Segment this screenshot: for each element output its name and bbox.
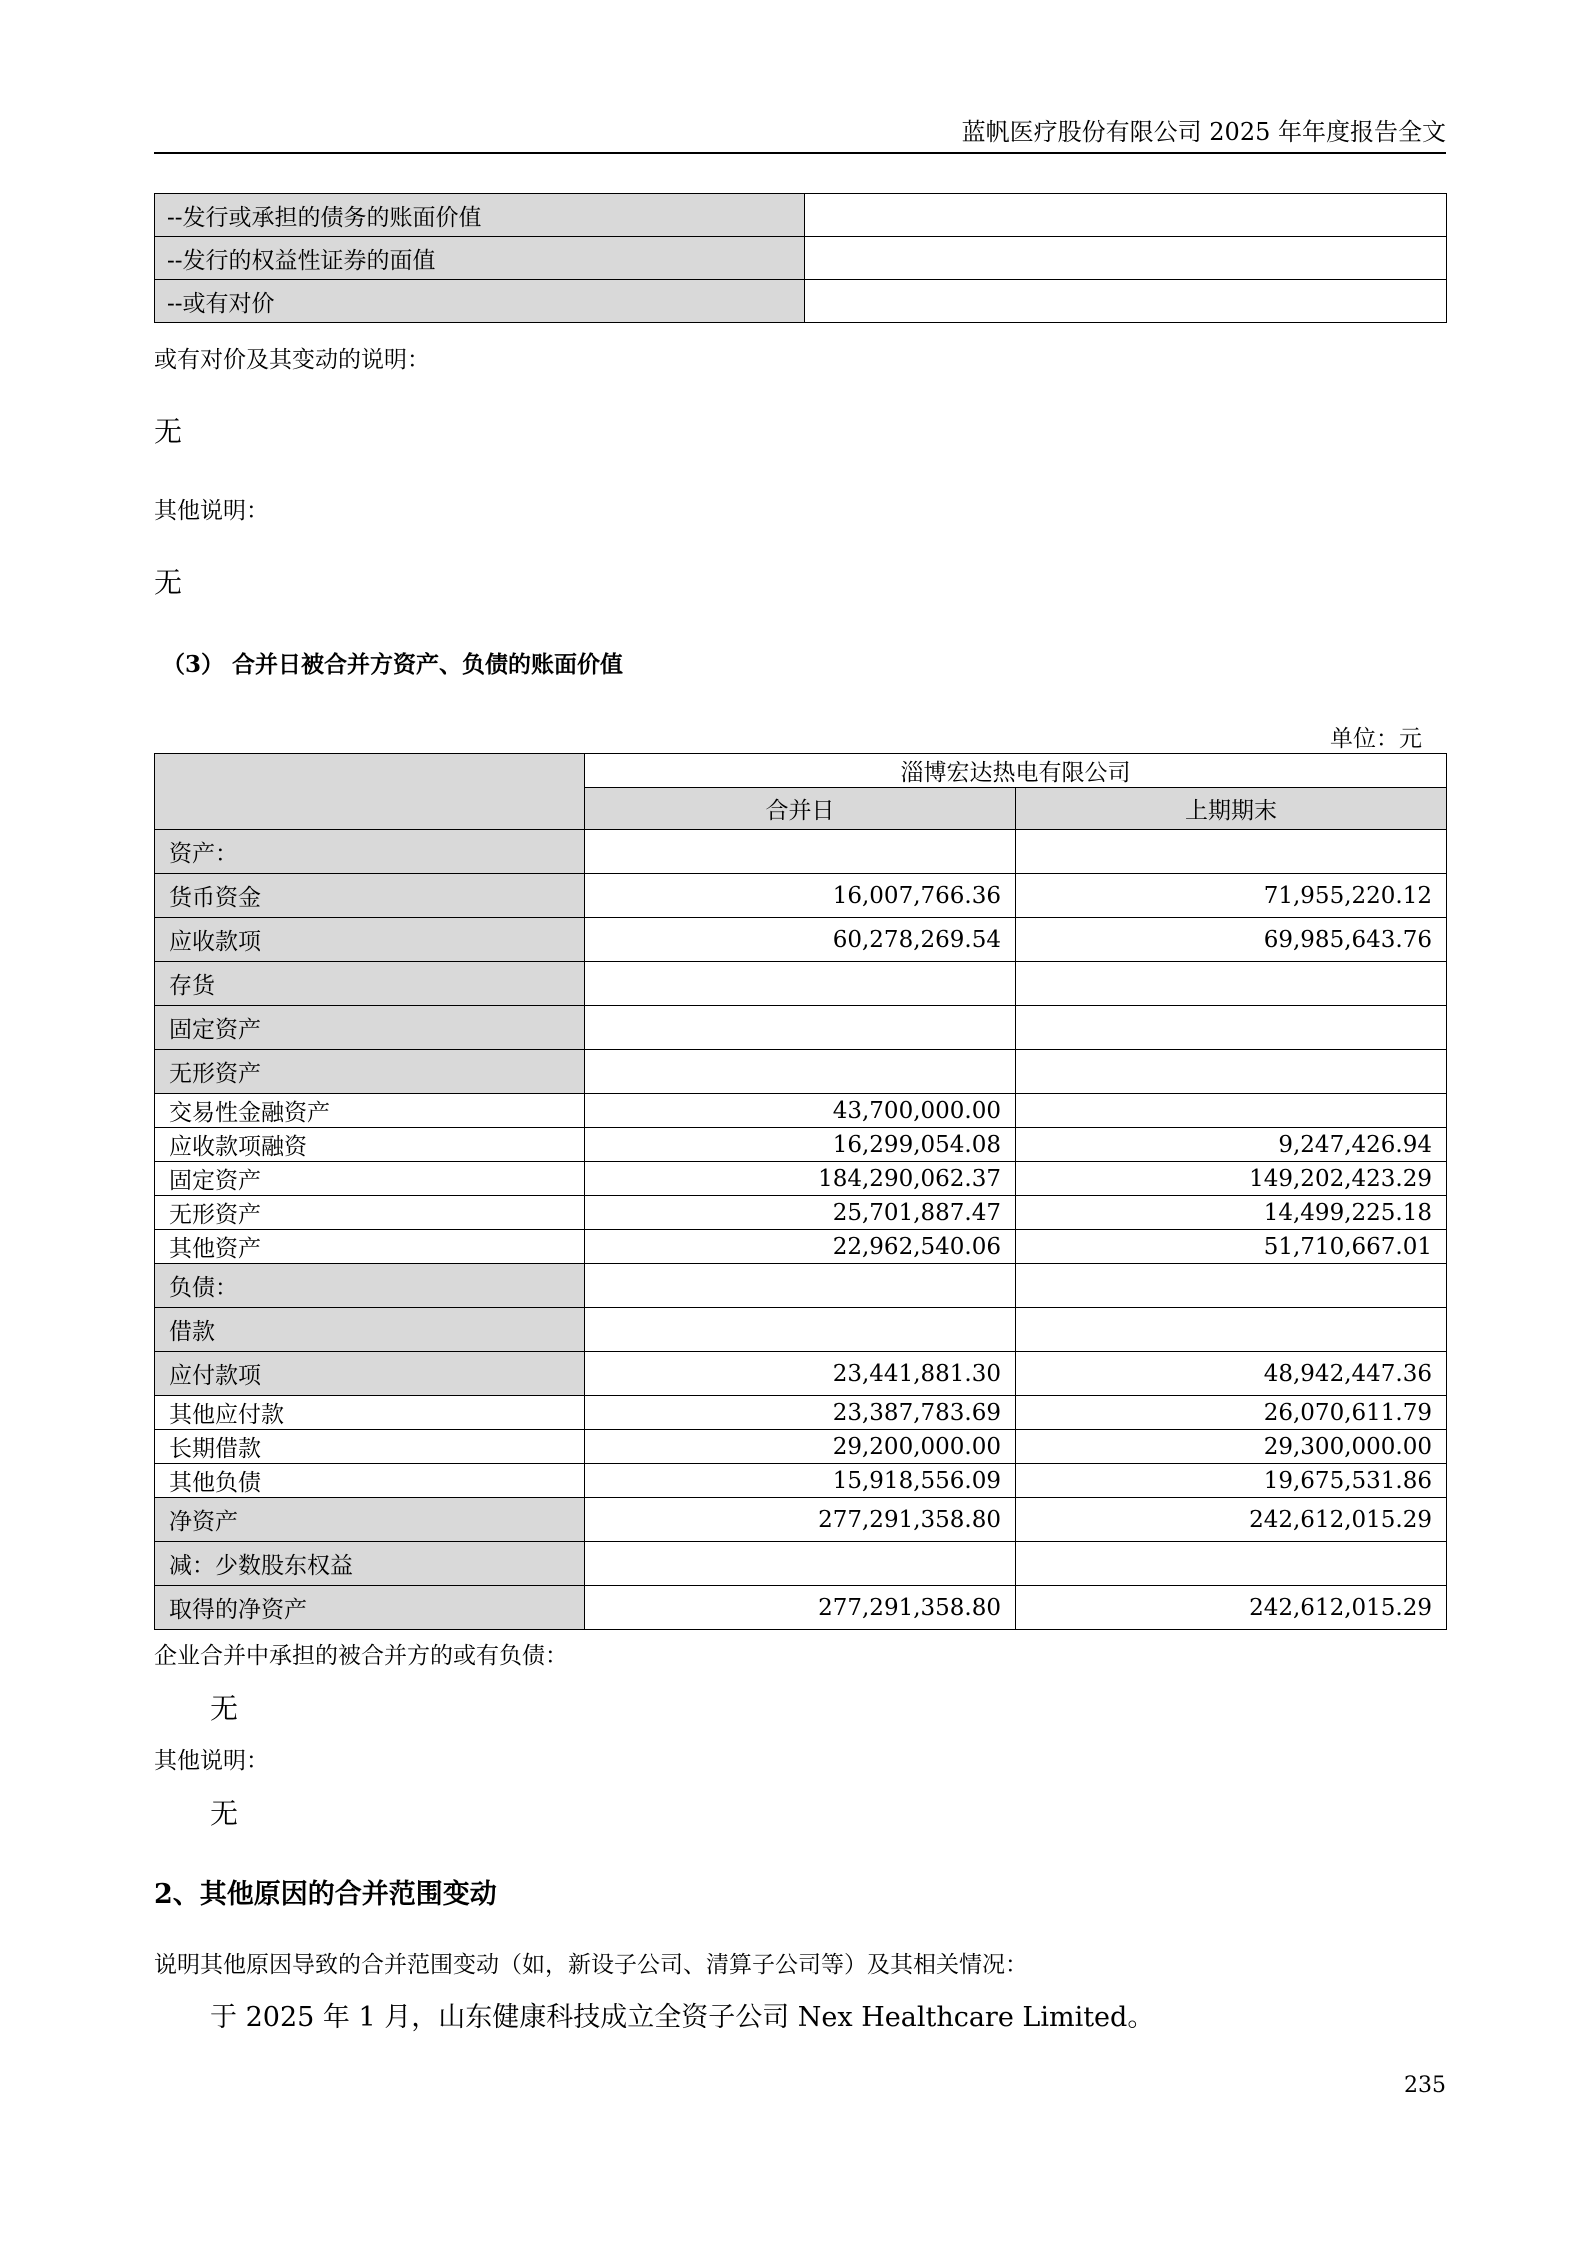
contingent-liability-label: 企业合并中承担的被合并方的或有负债： bbox=[154, 1643, 568, 1669]
row-label: 借款 bbox=[155, 1308, 585, 1352]
contingent-consideration-label: 或有对价及其变动的说明： bbox=[154, 347, 430, 373]
row-label: 应付款项 bbox=[155, 1352, 585, 1396]
table-row bbox=[155, 1196, 1447, 1230]
merge-date-value bbox=[585, 1264, 1016, 1308]
merge-date-value bbox=[585, 1542, 1016, 1586]
table-row bbox=[155, 1264, 1447, 1308]
merge-date-value: 16,299,054.08 bbox=[585, 1128, 1016, 1162]
merge-date-value bbox=[585, 962, 1016, 1006]
row-label: --发行的权益性证券的面值 bbox=[155, 237, 805, 280]
table-header-row bbox=[155, 754, 1447, 788]
prior-period-value: 48,942,447.36 bbox=[1016, 1352, 1447, 1396]
table-row bbox=[155, 1396, 1447, 1430]
merge-date-value: 184,290,062.37 bbox=[585, 1162, 1016, 1196]
table-row bbox=[155, 1542, 1447, 1586]
other-notes-2-label: 其他说明： bbox=[154, 1748, 269, 1774]
table-row bbox=[155, 1308, 1447, 1352]
table-row bbox=[155, 1094, 1447, 1128]
table-row bbox=[155, 194, 1447, 237]
prior-period-value bbox=[1016, 1264, 1447, 1308]
table-row bbox=[155, 874, 1447, 918]
prior-period-value: 69,985,643.76 bbox=[1016, 918, 1447, 962]
prior-period-value bbox=[1016, 1006, 1447, 1050]
merge-date-value: 277,291,358.80 bbox=[585, 1498, 1016, 1542]
row-label: 负债： bbox=[155, 1264, 585, 1308]
page-number: 235 bbox=[1404, 2073, 1446, 2098]
row-label: 存货 bbox=[155, 962, 585, 1006]
table-row bbox=[155, 1128, 1447, 1162]
prior-period-value: 14,499,225.18 bbox=[1016, 1196, 1447, 1230]
prior-period-value: 242,612,015.29 bbox=[1016, 1498, 1447, 1542]
prior-period-value: 242,612,015.29 bbox=[1016, 1586, 1447, 1630]
section-2-body: 于 2025 年 1 月，山东健康科技成立全资子公司 Nex Healthcare Limited。 bbox=[210, 2002, 1155, 2033]
section-3-title: （3） 合并日被合并方资产、负债的账面价值 bbox=[162, 651, 624, 678]
table-row bbox=[155, 280, 1447, 323]
merge-date-value bbox=[585, 1308, 1016, 1352]
contingent-liability-value: 无 bbox=[210, 1692, 239, 1725]
table-row bbox=[155, 1498, 1447, 1542]
other-notes-2-value: 无 bbox=[210, 1797, 239, 1830]
merge-date-value: 60,278,269.54 bbox=[585, 918, 1016, 962]
merge-date-value bbox=[585, 830, 1016, 874]
row-label: --或有对价 bbox=[155, 280, 805, 323]
prior-period-value: 71,955,220.12 bbox=[1016, 874, 1447, 918]
table-row bbox=[155, 1162, 1447, 1196]
merge-date-value: 16,007,766.36 bbox=[585, 874, 1016, 918]
row-label: 应收款项融资 bbox=[155, 1128, 585, 1162]
row-value bbox=[805, 280, 1447, 323]
row-label: 应收款项 bbox=[155, 918, 585, 962]
prior-period-value: 29,300,000.00 bbox=[1016, 1430, 1447, 1464]
table-row bbox=[155, 1352, 1447, 1396]
merge-date-value: 15,918,556.09 bbox=[585, 1464, 1016, 1498]
page-header-title: 蓝帆医疗股份有限公司 2025 年年度报告全文 bbox=[961, 118, 1446, 146]
prior-period-value: 19,675,531.86 bbox=[1016, 1464, 1447, 1498]
row-label: 无形资产 bbox=[155, 1196, 585, 1230]
prior-period-value bbox=[1016, 1542, 1447, 1586]
row-label: 交易性金融资产 bbox=[155, 1094, 585, 1128]
prior-period-value: 149,202,423.29 bbox=[1016, 1162, 1447, 1196]
company-header: 淄博宏达热电有限公司 bbox=[585, 754, 1447, 788]
row-label: 其他负债 bbox=[155, 1464, 585, 1498]
table-row bbox=[155, 1586, 1447, 1630]
prior-period-value bbox=[1016, 1050, 1447, 1094]
acquiree-assets-table bbox=[154, 753, 1447, 1630]
contingent-consideration-value: 无 bbox=[154, 415, 183, 448]
section-2-title: 2、其他原因的合并范围变动 bbox=[154, 1879, 497, 1910]
table-row bbox=[155, 1430, 1447, 1464]
prior-period-value: 51,710,667.01 bbox=[1016, 1230, 1447, 1264]
table-row bbox=[155, 1050, 1447, 1094]
merge-date-value: 277,291,358.80 bbox=[585, 1586, 1016, 1630]
prior-period-value bbox=[1016, 962, 1447, 1006]
merge-date-value bbox=[585, 1050, 1016, 1094]
table-row bbox=[155, 237, 1447, 280]
table-row bbox=[155, 1006, 1447, 1050]
column-header-prior-period: 上期期末 bbox=[1016, 788, 1447, 830]
other-notes-label: 其他说明： bbox=[154, 498, 269, 524]
merge-date-value: 43,700,000.00 bbox=[585, 1094, 1016, 1128]
row-label: 货币资金 bbox=[155, 874, 585, 918]
row-label: 净资产 bbox=[155, 1498, 585, 1542]
row-value bbox=[805, 194, 1447, 237]
merge-date-value: 29,200,000.00 bbox=[585, 1430, 1016, 1464]
prior-period-value: 26,070,611.79 bbox=[1016, 1396, 1447, 1430]
header-corner bbox=[155, 754, 585, 830]
merge-date-value: 22,962,540.06 bbox=[585, 1230, 1016, 1264]
row-label: 无形资产 bbox=[155, 1050, 585, 1094]
prior-period-value: 9,247,426.94 bbox=[1016, 1128, 1447, 1162]
row-label: 减：少数股东权益 bbox=[155, 1542, 585, 1586]
row-label: 取得的净资产 bbox=[155, 1586, 585, 1630]
merge-date-value bbox=[585, 1006, 1016, 1050]
header-divider bbox=[154, 152, 1446, 154]
merge-date-value: 23,441,881.30 bbox=[585, 1352, 1016, 1396]
section-2-description: 说明其他原因导致的合并范围变动（如，新设子公司、清算子公司等）及其相关情况： bbox=[154, 1952, 1028, 1978]
row-label: 固定资产 bbox=[155, 1006, 585, 1050]
column-header-merge-date: 合并日 bbox=[585, 788, 1016, 830]
prior-period-value bbox=[1016, 1308, 1447, 1352]
row-label: 资产： bbox=[155, 830, 585, 874]
row-label: --发行或承担的债务的账面价值 bbox=[155, 194, 805, 237]
table-row bbox=[155, 918, 1447, 962]
table-row bbox=[155, 830, 1447, 874]
row-label: 长期借款 bbox=[155, 1430, 585, 1464]
table-row bbox=[155, 1230, 1447, 1264]
merge-date-value: 25,701,887.47 bbox=[585, 1196, 1016, 1230]
row-label: 其他应付款 bbox=[155, 1396, 585, 1430]
row-label: 固定资产 bbox=[155, 1162, 585, 1196]
prior-period-value bbox=[1016, 1094, 1447, 1128]
table-row bbox=[155, 962, 1447, 1006]
prior-period-value bbox=[1016, 830, 1447, 874]
other-notes-value: 无 bbox=[154, 566, 183, 599]
merge-date-value: 23,387,783.69 bbox=[585, 1396, 1016, 1430]
consideration-table bbox=[154, 193, 1447, 323]
table-row bbox=[155, 1464, 1447, 1498]
row-label: 其他资产 bbox=[155, 1230, 585, 1264]
row-value bbox=[805, 237, 1447, 280]
unit-label: 单位：元 bbox=[1330, 726, 1422, 752]
